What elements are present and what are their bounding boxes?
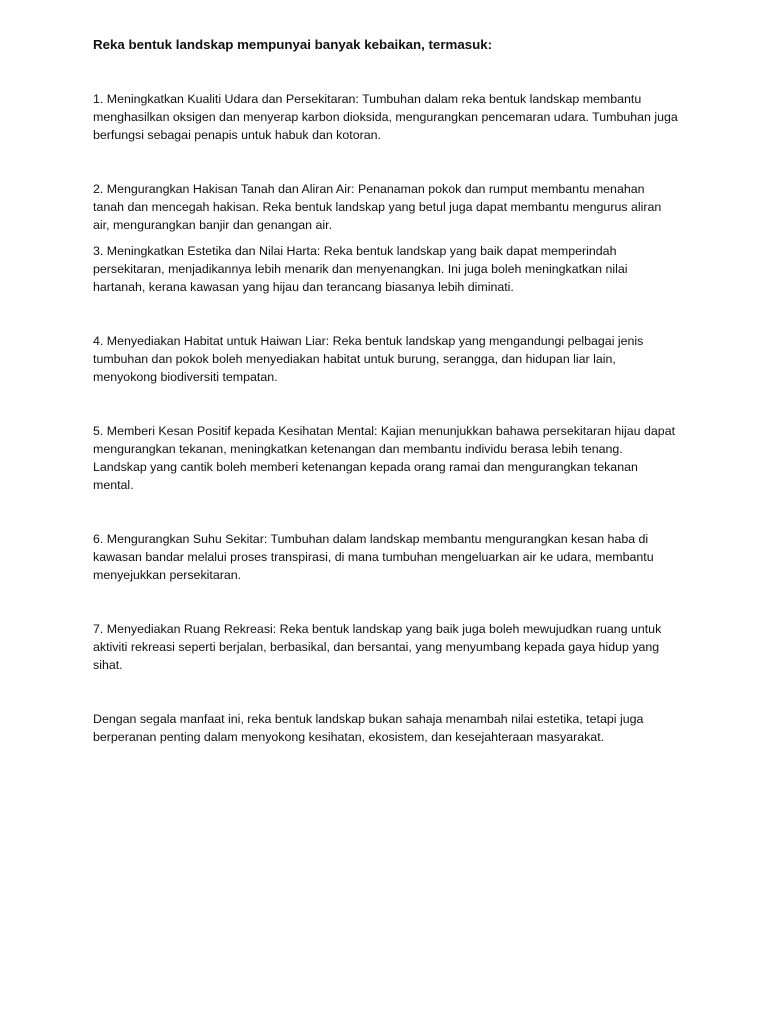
benefit-item-4: 4. Menyediakan Habitat untuk Haiwan Liar: Reka bentuk landskap yang mengandungi pelbagai jenis tumbuhan dan pokok boleh menyediakan habitat untuk burung, serangga, dan hidupan liar lain, menyokong biodiversiti tempatan. <box>93 334 644 384</box>
benefit-item-3: 3. Meningkatkan Estetika dan Nilai Harta: Reka bentuk landskap yang baik dapat memperindah persekitaran, menjadikannya lebih menarik dan menyenangkan. Ini juga boleh meningkatkan nilai hartanah, kerana kawasan yang hijau dan terancang biasanya lebih diminati. <box>93 244 628 294</box>
benefit-item-2: 2. Mengurangkan Hakisan Tanah dan Aliran Air: Penanaman pokok dan rumput membantu menahan tanah dan mencegah hakisan. Reka bentuk landskap yang betul juga dapat membantu mengurus aliran air, mengurangkan banjir dan genangan air. <box>93 182 662 232</box>
document-title: Reka bentuk landskap mempunyai banyak kebaikan, termasuk: <box>93 37 493 52</box>
benefit-item-6: 6. Mengurangkan Suhu Sekitar: Tumbuhan dalam landskap membantu mengurangkan kesan haba di kawasan bandar melalui proses transpirasi, di mana tumbuhan mengeluarkan air ke udara, membantu menyejukkan persekitaran. <box>93 532 654 582</box>
document-body <box>93 36 678 746</box>
closing-paragraph: Dengan segala manfaat ini, reka bentuk landskap bukan sahaja menambah nilai estetika, tetapi juga berperanan penting dalam menyokong kesihatan, ekosistem, dan kesejahteraan masyarakat. <box>93 712 644 744</box>
benefit-item-5: 5. Memberi Kesan Positif kepada Kesihatan Mental: Kajian menunjukkan bahawa persekitaran hijau dapat mengurangkan tekanan, meningkatkan ketenangan dan membantu individu berasa lebih tenang. Landskap yang cantik boleh memberi ketenangan kepada orang ramai dan mengurangkan tekanan mental. <box>93 424 676 492</box>
benefit-item-7: 7. Menyediakan Ruang Rekreasi: Reka bentuk landskap yang baik juga boleh mewujudkan ruang untuk aktiviti rekreasi seperti berjalan, berbasikal, dan bersantai, yang menyumbang kepada gaya hidup yang sihat. <box>93 622 662 672</box>
benefit-item-1: 1. Meningkatkan Kualiti Udara dan Persekitaran: Tumbuhan dalam reka bentuk landskap membantu menghasilkan oksigen dan menyerap karbon dioksida, mengurangkan pencemaran udara. Tumbuhan juga berfungsi sebagai penapis untuk habuk dan kotoran. <box>93 92 678 142</box>
